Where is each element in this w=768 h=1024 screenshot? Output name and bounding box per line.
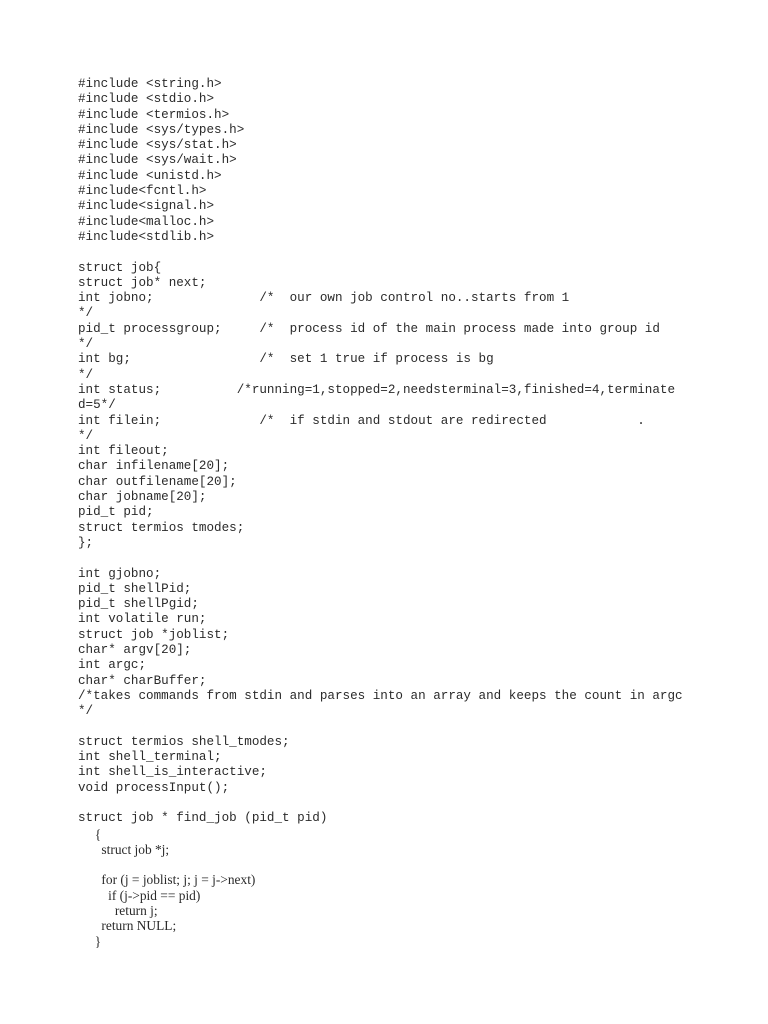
blank-line bbox=[78, 857, 758, 872]
code-line: } bbox=[78, 933, 102, 949]
code-line: #include <string.h> bbox=[78, 77, 222, 91]
code-line: int shell_terminal; bbox=[78, 750, 222, 765]
code-line: }; bbox=[78, 535, 94, 550]
code-line: struct termios tmodes; bbox=[78, 520, 245, 535]
code-line: struct job *joblist; bbox=[78, 627, 230, 642]
code-line: /*takes commands from stdin and parses into an array and keeps the count in argc bbox=[78, 688, 683, 703]
code-line: */ bbox=[78, 337, 94, 352]
code-line: */ bbox=[78, 428, 94, 443]
code-line: #include<fcntl.h> bbox=[78, 184, 207, 199]
code-line: { bbox=[78, 826, 102, 842]
code-line: struct job * find_job (pid_t pid) bbox=[78, 811, 328, 826]
code-line: int jobno; /* our own job control no..starts from 1 bbox=[78, 291, 570, 306]
code-line: char jobname[20]; bbox=[78, 490, 207, 505]
code-line: #include <sys/wait.h> bbox=[78, 153, 237, 168]
code-line: int filein; /* if stdin and stdout are redirected . bbox=[78, 413, 645, 428]
code-line: return NULL; bbox=[78, 918, 177, 934]
code-line: #include<signal.h> bbox=[78, 199, 215, 214]
code-line: int fileout; bbox=[78, 444, 169, 459]
code-line: char infilename[20]; bbox=[78, 459, 230, 474]
code-line: #include <termios.h> bbox=[78, 107, 230, 122]
code-line: struct job* next; bbox=[78, 275, 207, 290]
code-line: d=5*/ bbox=[78, 398, 116, 413]
code-line: #include <unistd.h> bbox=[78, 168, 222, 183]
code-line: #include<stdlib.h> bbox=[78, 229, 215, 244]
code-line: #include<malloc.h> bbox=[78, 214, 215, 229]
code-line: pid_t pid; bbox=[78, 505, 154, 520]
code-line: #include <stdio.h> bbox=[78, 92, 215, 107]
code-line: #include <sys/stat.h> bbox=[78, 138, 237, 153]
code-line: int shell_is_interactive; bbox=[78, 765, 267, 780]
code-line: char* argv[20]; bbox=[78, 642, 192, 657]
code-line: for (j = joblist; j; j = j->next) bbox=[78, 872, 256, 888]
code-line: return j; bbox=[78, 903, 158, 919]
code-line: struct job{ bbox=[78, 260, 162, 275]
code-line: pid_t shellPid; bbox=[78, 581, 192, 596]
code-line: pid_t processgroup; /* process id of the main process made into group id bbox=[78, 321, 660, 336]
code-line: if (j->pid == pid) bbox=[78, 887, 201, 903]
code-line: void processInput(); bbox=[78, 780, 230, 795]
blank-line bbox=[78, 796, 758, 811]
code-line: #include <sys/types.h> bbox=[78, 122, 245, 137]
code-line: struct job *j; bbox=[78, 841, 170, 857]
code-line: pid_t shellPgid; bbox=[78, 597, 199, 612]
code-line: int bg; /* set 1 true if process is bg bbox=[78, 352, 494, 367]
code-line: int gjobno; bbox=[78, 566, 162, 581]
code-line: int argc; bbox=[78, 658, 147, 673]
code-line: char outfilename[20]; bbox=[78, 474, 237, 489]
code-line: */ bbox=[78, 306, 94, 321]
blank-line bbox=[78, 245, 758, 260]
code-line: */ bbox=[78, 704, 94, 719]
code-line: struct termios shell_tmodes; bbox=[78, 734, 290, 749]
blank-line bbox=[78, 719, 758, 734]
blank-line bbox=[78, 551, 758, 566]
code-line: int status; /*running=1,stopped=2,needsterminal=3,finished=4,terminate bbox=[78, 382, 676, 397]
code-listing bbox=[78, 77, 758, 949]
code-line: int volatile run; bbox=[78, 612, 207, 627]
code-line: */ bbox=[78, 367, 94, 382]
code-line: char* charBuffer; bbox=[78, 673, 207, 688]
